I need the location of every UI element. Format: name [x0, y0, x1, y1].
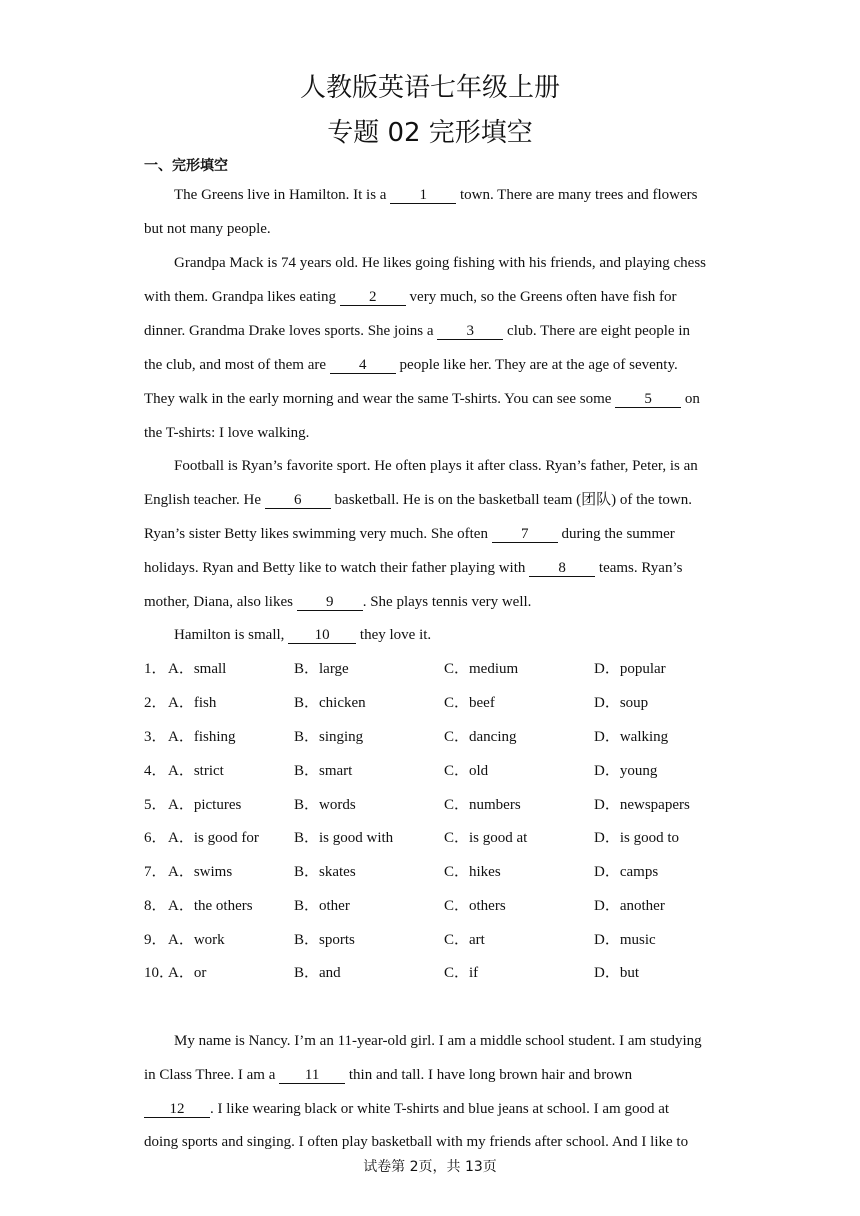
option-d: D．but [594, 965, 640, 981]
document-subtitle: 专题 02 完形填空 [327, 118, 533, 148]
passage-line: the T-shirts: I love walking. [144, 425, 310, 441]
option-d: D．music [594, 932, 656, 948]
passage-line: 12 . I like wearing black or white T-shirts and blue jeans at school. I am good at [144, 1099, 669, 1119]
blank-6: 6 [265, 492, 331, 509]
option-a: A．the others [168, 898, 253, 914]
option-d: D．another [594, 898, 665, 914]
question-number: 2． [144, 695, 167, 711]
blank-2: 2 [340, 289, 406, 306]
option-b: B．singing [294, 729, 364, 745]
option-d: D．camps [594, 864, 659, 880]
option-c: C．medium [444, 661, 519, 677]
blank-5: 5 [615, 391, 681, 408]
question-number: 5． [144, 797, 167, 813]
option-b: B．words [294, 797, 356, 813]
option-a: A．pictures [168, 797, 242, 813]
option-a: A．fishing [168, 729, 236, 745]
option-a: A．swims [168, 864, 233, 880]
passage-line: the club, and most of them are 4 people like her. They are at the age of seventy. [144, 357, 678, 373]
option-b: B．and [294, 965, 341, 981]
option-c: C．dancing [444, 729, 517, 745]
passage-line: holidays. Ryan and Betty like to watch their father playing with 8 teams. Ryan’s [144, 560, 683, 576]
option-row [144, 795, 764, 815]
option-a: A．fish [168, 695, 217, 711]
blank-7: 7 [492, 526, 558, 543]
option-b: B．chicken [294, 695, 366, 711]
passage-line: Grandpa Mack is 74 years old. He likes going fishing with his friends, and playing chess [174, 255, 706, 271]
option-row [144, 693, 764, 713]
option-row [144, 963, 764, 983]
option-a: A．small [168, 661, 227, 677]
blank-11: 11 [279, 1067, 345, 1084]
section-heading: 一、完形填空 [144, 158, 228, 174]
option-d: D．soup [594, 695, 649, 711]
question-number: 1． [144, 661, 167, 677]
passage-line: dinner. Grandma Drake loves sports. She joins a 3 club. There are eight people in [144, 323, 691, 339]
option-a: A．or [168, 965, 207, 981]
option-row [144, 659, 764, 679]
passage-line: mother, Diana, also likes 9 . She plays tennis very well. [144, 594, 532, 610]
passage-line: Hamilton is small, 10 they love it. [174, 627, 432, 643]
question-number: 6． [144, 830, 167, 846]
blank-10: 10 [288, 627, 356, 644]
blank-1: 1 [390, 187, 456, 204]
option-c: C．numbers [444, 797, 521, 813]
option-a: A．strict [168, 763, 224, 779]
blank-3: 3 [437, 323, 503, 340]
option-c: C．hikes [444, 864, 501, 880]
option-b: B．smart [294, 763, 353, 779]
passage-line: My name is Nancy. I’m an 11-year-old girl. I am a middle school student. I am studying [174, 1033, 702, 1049]
option-c: C．art [444, 932, 485, 948]
option-b: B．large [294, 661, 349, 677]
option-b: B．other [294, 898, 350, 914]
passage-line: The Greens live in Hamilton. It is a 1 town. There are many trees and flowers [174, 187, 698, 203]
question-number: 3． [144, 729, 167, 745]
option-d: D．young [594, 763, 658, 779]
question-number: 10． [144, 965, 175, 981]
option-c: C．beef [444, 695, 495, 711]
passage-line: Ryan’s sister Betty likes swimming very much. She often 7 during the summer [144, 526, 675, 542]
passage-line: English teacher. He 6 basketball. He is on the basketball team (团队) of the town. [144, 492, 692, 508]
option-c: C．old [444, 763, 489, 779]
document-title: 人教版英语七年级上册 [299, 73, 560, 103]
option-row [144, 727, 764, 747]
option-row [144, 930, 764, 950]
option-a: A．is good for [168, 830, 259, 846]
option-b: B．sports [294, 932, 355, 948]
question-number: 8． [144, 898, 167, 914]
option-c: C．is good at [444, 830, 528, 846]
passage-line: in Class Three. I am a 11 thin and tall. I have long brown hair and brown [144, 1067, 633, 1083]
option-b: B．is good with [294, 830, 394, 846]
blank-12: 12 [144, 1101, 210, 1118]
passage-line: They walk in the early morning and wear the same T-shirts. You can see some 5 on [144, 391, 700, 407]
option-row [144, 761, 764, 781]
question-number: 7． [144, 864, 167, 880]
option-a: A．work [168, 932, 225, 948]
blank-9: 9 [297, 594, 363, 611]
blank-8: 8 [529, 560, 595, 577]
option-row [144, 862, 764, 882]
option-row [144, 828, 764, 848]
blank-4: 4 [330, 357, 396, 374]
option-d: D．walking [594, 729, 669, 745]
option-d: D．is good to [594, 830, 680, 846]
option-d: D．popular [594, 661, 666, 677]
option-c: C．others [444, 898, 506, 914]
passage-line: with them. Grandpa likes eating 2 very much, so the Greens often have fish for [144, 289, 677, 305]
option-b: B．skates [294, 864, 356, 880]
question-number: 4． [144, 763, 167, 779]
page-footer: 试卷第 2页，共 13页 [363, 1159, 497, 1175]
question-number: 9． [144, 932, 167, 948]
passage-line: doing sports and singing. I often play basketball with my friends after school. And I like to [144, 1134, 689, 1150]
option-c: C．if [444, 965, 479, 981]
option-row [144, 896, 764, 916]
option-d: D．newspapers [594, 797, 690, 813]
passage-line: but not many people. [144, 221, 271, 237]
passage-line: Football is Ryan’s favorite sport. He often plays it after class. Ryan’s father, Peter, is an [174, 458, 698, 474]
